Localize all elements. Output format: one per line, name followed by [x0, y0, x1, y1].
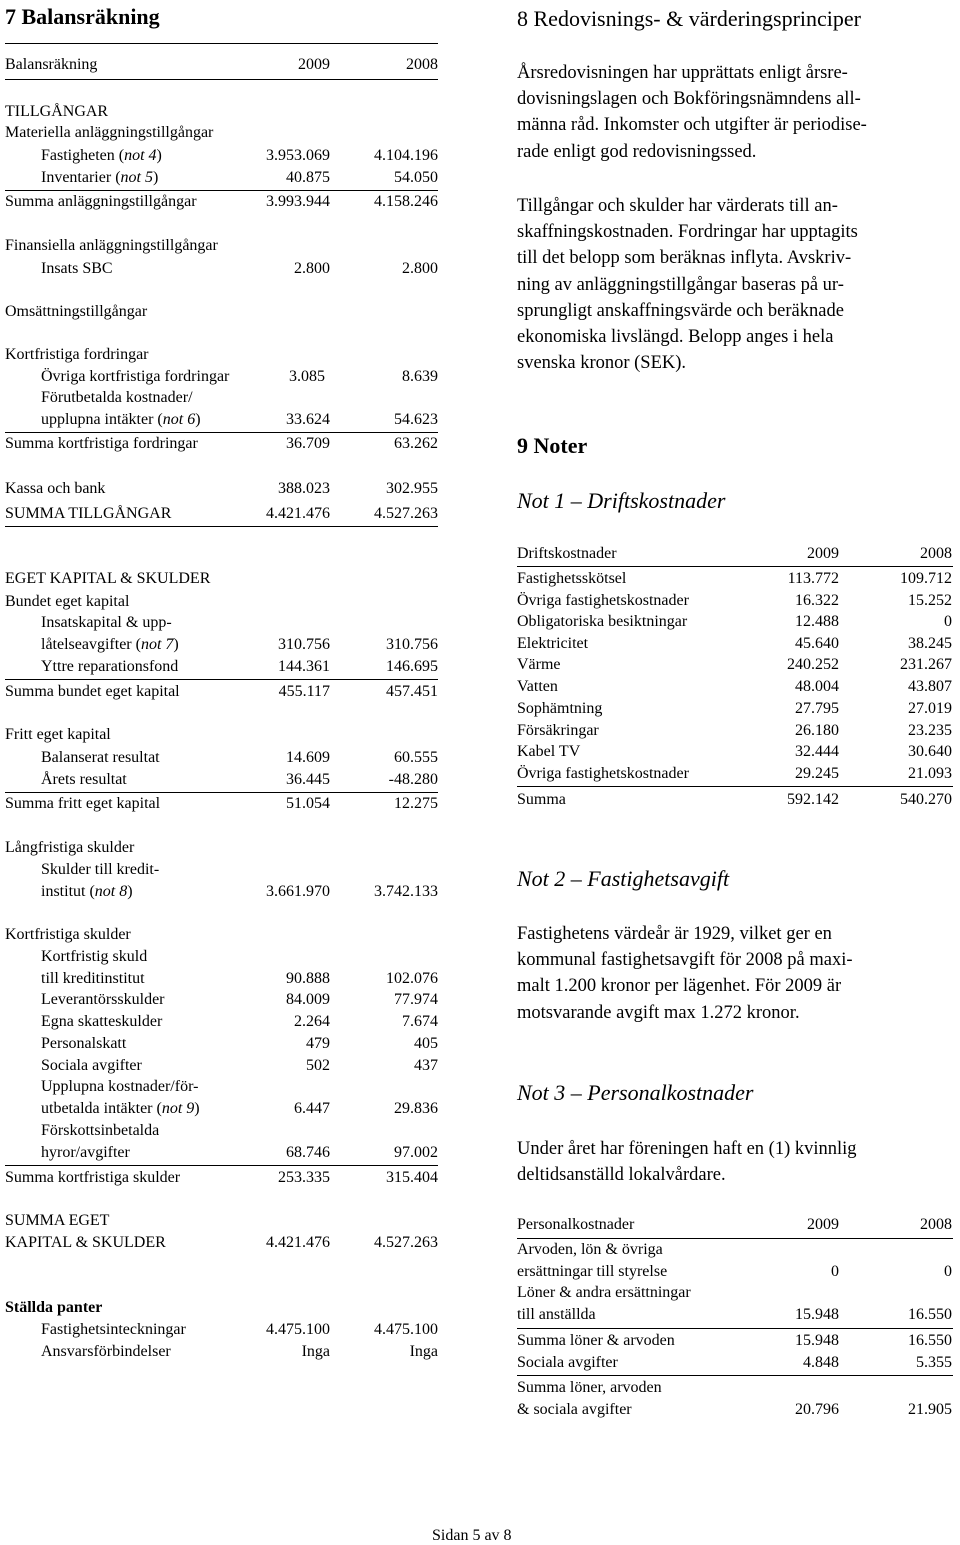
- prepaid-2008: 54.623: [394, 411, 438, 428]
- op-header-2008: 2008: [920, 545, 952, 562]
- taxes-2008: 7.674: [402, 1013, 438, 1030]
- header-year-2008: 2008: [406, 56, 438, 73]
- sum-short-liab-label: Summa kortfristiga skulder: [5, 1169, 181, 1186]
- long-loans-2009: 3.661.970: [266, 883, 330, 900]
- total-eq-liab-2008: 4.527.263: [374, 1234, 438, 1251]
- mortgages-2009: 4.475.100: [266, 1321, 330, 1338]
- social-2008: 437: [414, 1057, 438, 1074]
- sum-short-liab-2008: 315.404: [386, 1169, 438, 1186]
- sum-receivables-2009: 36.709: [286, 435, 330, 452]
- short-loans-line1: Kortfristig skuld: [41, 948, 148, 965]
- staff-social-label: Sociala avgifter: [517, 1354, 618, 1371]
- op-row-label: Kabel TV: [517, 743, 581, 760]
- long-loans-line2: institut: [41, 883, 86, 900]
- sum-fixed-label: Summa anläggningstillgångar: [5, 193, 197, 210]
- sum-short-liab-2009: 253.335: [278, 1169, 330, 1186]
- op-row-2009: 240.252: [787, 656, 839, 673]
- para-line: motsvarande avgift max 1.272 kronor.: [517, 1002, 800, 1023]
- prepaid-row: upplupna intäkter (not 6): [41, 411, 201, 428]
- note-ref: not 9: [161, 1100, 195, 1117]
- op-row-2009: 48.004: [795, 678, 839, 695]
- total-assets-label: SUMMA TILLGÅNGAR: [5, 505, 172, 522]
- long-liab-heading: Långfristiga skulder: [5, 839, 135, 856]
- rule: [5, 190, 438, 191]
- deposits-2009: 310.756: [278, 636, 330, 653]
- para-line: malt 1.200 kronor per lägenhet. För 2009 är: [517, 976, 842, 997]
- staff-social-2009: 4.848: [803, 1354, 839, 1371]
- equipment-label: Inventarier: [41, 169, 112, 186]
- para-line: till det belopp som beräknas inflyta. Avskriv-: [517, 248, 852, 269]
- sum-fixed-2009: 3.993.944: [266, 193, 330, 210]
- taxes-label: Egna skatteskulder: [41, 1013, 163, 1030]
- para-line: Tillgångar och skulder har värderats till an-: [517, 196, 838, 216]
- op-row-2008: 231.267: [900, 656, 952, 673]
- result-2008: -48.280: [388, 771, 438, 788]
- staff-board-2008: 0: [944, 1263, 952, 1280]
- accrued-2008: 29.836: [394, 1100, 438, 1117]
- sum-restricted-2008: 457.451: [386, 683, 438, 700]
- principles-paragraph-1: [517, 60, 956, 165]
- para-line: männa råd. Inkomster och utgifter är periodise-: [517, 115, 867, 136]
- other-receivables-label: Övriga kortfristiga fordringar: [41, 368, 230, 385]
- cash-2009: 388.023: [278, 480, 330, 497]
- repair-fund-label: Yttre reparationsfond: [41, 658, 179, 675]
- op-row-2009: 26.180: [795, 722, 839, 739]
- op-row-2008: 15.252: [908, 592, 952, 609]
- op-row-2009: 113.772: [787, 570, 839, 587]
- staff-social-2008: 5.355: [916, 1354, 952, 1371]
- prepaid-line2: upplupna intäkter: [41, 411, 154, 428]
- staff-total-line1: Summa löner, arvoden: [517, 1379, 662, 1396]
- property-label: Fastigheten: [41, 147, 115, 164]
- op-row-2008: 0: [944, 613, 952, 630]
- staff-wages-line2: till anställda: [517, 1306, 596, 1323]
- deposits-2008: 310.756: [386, 636, 438, 653]
- sum-receivables-2008: 63.262: [394, 435, 438, 452]
- cash-label: Kassa och bank: [5, 480, 106, 497]
- prepaid-2009: 33.624: [286, 411, 330, 428]
- short-receivables-heading: Kortfristiga fordringar: [5, 346, 149, 363]
- para-line: Fastighetens värdeår är 1929, vilket ger en: [517, 924, 832, 944]
- property-2008: 4.104.196: [374, 147, 438, 164]
- page-number: Sidan 5 av 8: [432, 1527, 512, 1544]
- retained-2008: 60.555: [394, 749, 438, 766]
- para-line: deltidsanställd lokalvårdare.: [517, 1165, 726, 1186]
- op-header-label: Driftskostnader: [517, 545, 617, 562]
- para-line: Under året har föreningen haft en (1) kvinnlig: [517, 1139, 857, 1159]
- equipment-2008: 54.050: [394, 169, 438, 186]
- op-row-2009: 45.640: [795, 635, 839, 652]
- deposits-line2: låtelseavgifter: [41, 636, 132, 653]
- staff-wages-2009: 15.948: [795, 1306, 839, 1323]
- suppliers-2008: 77.974: [394, 991, 438, 1008]
- short-loans-2009: 90.888: [286, 970, 330, 987]
- op-row-2009: 27.795: [795, 700, 839, 717]
- para-line: ekonomiska livslängd. Belopp anges i hela: [517, 327, 834, 348]
- sum-free-label: Summa fritt eget kapital: [5, 795, 161, 812]
- op-row-label: Försäkringar: [517, 722, 599, 739]
- op-row-label: Obligatoriska besiktningar: [517, 613, 688, 630]
- restricted-equity-heading: Bundet eget kapital: [5, 593, 130, 610]
- op-row-label: Fastighetsskötsel: [517, 570, 627, 587]
- staff-wages-line1: Löner & andra ersättningar: [517, 1284, 691, 1301]
- sbc-label: Insats SBC: [41, 260, 113, 277]
- repair-fund-2009: 144.361: [278, 658, 330, 675]
- op-row-2008: 38.245: [908, 635, 952, 652]
- para-line: svenska kronor (SEK).: [517, 353, 687, 374]
- note-ref: not 6: [162, 411, 196, 428]
- other-receivables-2009: 3.085: [289, 368, 325, 385]
- social-2009: 502: [306, 1057, 330, 1074]
- staff-board-line1: Arvoden, lön & övriga: [517, 1241, 663, 1258]
- principles-paragraph-2: [517, 193, 956, 376]
- fin-assets-heading: Finansiella anläggningstillgångar: [5, 237, 218, 254]
- op-sum-2009: 592.142: [787, 791, 839, 808]
- staff-sum-wages-2008: 16.550: [908, 1332, 952, 1349]
- note-3-title: Not 3 – Personalkostnader: [517, 1080, 754, 1105]
- contingent-2008: Inga: [409, 1343, 438, 1360]
- op-sum-label: Summa: [517, 791, 566, 808]
- op-row-label: Värme: [517, 656, 561, 673]
- staff-paragraph: [517, 1136, 956, 1188]
- taxes-2009: 2.264: [294, 1013, 330, 1030]
- prepaid-rent-2008: 97.002: [394, 1144, 438, 1161]
- deposits-row: låtelseavgifter (not 7): [41, 636, 179, 653]
- sum-fixed-2008: 4.158.246: [374, 193, 438, 210]
- payroll-tax-label: Personalskatt: [41, 1035, 127, 1052]
- prepaid-rent-line1: Förskottsinbetalda: [41, 1122, 160, 1139]
- staff-total-2008: 21.905: [908, 1401, 952, 1418]
- rule: [5, 432, 438, 433]
- section-9-title: 9 Noter: [517, 433, 588, 458]
- contingent-label: Ansvarsförbindelser: [41, 1343, 171, 1360]
- prepaid-rent-line2: hyror/avgifter: [41, 1144, 130, 1161]
- staff-header-label: Personalkostnader: [517, 1216, 635, 1233]
- header-year-2009: 2009: [298, 56, 330, 73]
- current-assets-heading: Omsättningstillgångar: [5, 303, 148, 320]
- mortgages-label: Fastighetsinteckningar: [41, 1321, 186, 1338]
- section-8-title: 8 Redovisnings- & värderingsprinciper: [517, 6, 861, 31]
- payroll-tax-2008: 405: [414, 1035, 438, 1052]
- para-line: Årsredovisningen har upprättats enligt årsre-: [517, 63, 848, 83]
- para-line: sprungligt anskaffningsvärde och beräknade: [517, 300, 844, 321]
- rule: [5, 526, 438, 527]
- staff-board-2009: 0: [831, 1263, 839, 1280]
- note-ref: not 8: [94, 883, 128, 900]
- sbc-2009: 2.800: [294, 260, 330, 277]
- equipment-2009: 40.875: [286, 169, 330, 186]
- accrued-line2: utbetalda intäkter: [41, 1100, 153, 1117]
- cash-2008: 302.955: [386, 480, 438, 497]
- op-row-label: Sophämtning: [517, 700, 603, 717]
- op-row-2009: 16.322: [795, 592, 839, 609]
- total-eq-liab-line1: SUMMA EGET: [5, 1212, 110, 1229]
- op-row-2009: 32.444: [795, 743, 839, 760]
- staff-header-2008: 2008: [920, 1216, 952, 1233]
- rule: [517, 566, 953, 567]
- rule: [517, 1375, 953, 1376]
- sum-restricted-label: Summa bundet eget kapital: [5, 683, 180, 700]
- note-ref: not 4: [124, 147, 157, 164]
- property-tax-paragraph: [517, 921, 956, 1026]
- op-row-2008: 30.640: [908, 743, 952, 760]
- other-receivables-2008: 8.639: [402, 368, 438, 385]
- sum-receivables-label: Summa kortfristiga fordringar: [5, 435, 198, 452]
- op-row-2009: 12.488: [795, 613, 839, 630]
- prepaid-line1: Förutbetalda kostnader/: [41, 389, 193, 406]
- sum-restricted-2009: 455.117: [278, 683, 330, 700]
- rule: [5, 43, 438, 44]
- staff-sum-wages-2009: 15.948: [795, 1332, 839, 1349]
- rule: [5, 679, 438, 680]
- deposits-line1: Insatskapital & upp-: [41, 614, 172, 631]
- repair-fund-2008: 146.695: [386, 658, 438, 675]
- equity-liab-heading: EGET KAPITAL & SKULDER: [5, 570, 211, 587]
- retained-2009: 14.609: [286, 749, 330, 766]
- rule: [517, 1328, 953, 1329]
- op-row-2008: 109.712: [900, 570, 952, 587]
- social-label: Sociala avgifter: [41, 1057, 142, 1074]
- sbc-2008: 2.800: [402, 260, 438, 277]
- para-line: skaffningskostnaden. Fordringar har upptagits: [517, 222, 858, 243]
- para-line: ning av anläggningstillgångar baseras på ur-: [517, 274, 844, 295]
- balance-header-label: Balansräkning: [5, 56, 98, 73]
- total-assets-2009: 4.421.476: [266, 505, 330, 522]
- result-label: Årets resultat: [41, 771, 127, 788]
- staff-total-line2: & sociala avgifter: [517, 1401, 632, 1418]
- property-2009: 3.953.069: [266, 147, 330, 164]
- rule: [5, 1165, 438, 1166]
- contingent-2009: Inga: [301, 1343, 330, 1360]
- sum-free-2009: 51.054: [286, 795, 330, 812]
- note-1-title: Not 1 – Driftskostnader: [517, 488, 726, 513]
- mortgages-2008: 4.475.100: [374, 1321, 438, 1338]
- long-loans-row: institut (not 8): [41, 883, 133, 900]
- short-loans-line2: till kreditinstitut: [41, 970, 145, 987]
- equipment-row: Inventarier (not 5): [41, 169, 159, 186]
- op-row-2008: 21.093: [908, 765, 952, 782]
- property-row: Fastigheten (not 4): [41, 147, 162, 164]
- payroll-tax-2009: 479: [306, 1035, 330, 1052]
- suppliers-label: Leverantörsskulder: [41, 991, 165, 1008]
- long-loans-2008: 3.742.133: [374, 883, 438, 900]
- op-row-2008: 23.235: [908, 722, 952, 739]
- accrued-line1: Upplupna kostnader/för-: [41, 1078, 199, 1095]
- op-sum-2008: 540.270: [900, 791, 952, 808]
- staff-total-2009: 20.796: [795, 1401, 839, 1418]
- long-loans-line1: Skulder till kredit-: [41, 861, 160, 878]
- short-liab-heading: Kortfristiga skulder: [5, 926, 131, 943]
- op-row-2009: 29.245: [795, 765, 839, 782]
- note-2-title: Not 2 – Fastighetsavgift: [517, 866, 730, 891]
- free-equity-heading: Fritt eget kapital: [5, 726, 111, 743]
- result-2009: 36.445: [286, 771, 330, 788]
- rule: [5, 79, 438, 80]
- prepaid-rent-2009: 68.746: [286, 1144, 330, 1161]
- sum-free-2008: 12.275: [394, 795, 438, 812]
- short-loans-2008: 102.076: [386, 970, 438, 987]
- section-7-title: 7 Balansräkning: [5, 4, 160, 29]
- op-row-label: Övriga fastighetskostnader: [517, 592, 689, 609]
- pledged-heading: Ställda panter: [5, 1299, 103, 1316]
- accrued-row: utbetalda intäkter (not 9): [41, 1100, 200, 1117]
- para-line: kommunal fastighetsavgift för 2008 på maxi-: [517, 950, 853, 971]
- staff-sum-wages-label: Summa löner & arvoden: [517, 1332, 675, 1349]
- staff-wages-2008: 16.550: [908, 1306, 952, 1323]
- rule: [5, 792, 438, 793]
- total-eq-liab-2009: 4.421.476: [266, 1234, 330, 1251]
- op-row-label: Vatten: [517, 678, 558, 695]
- para-line: rade enligt god redovisningssed.: [517, 141, 757, 162]
- rule: [517, 1238, 953, 1239]
- note-ref: not 5: [120, 169, 153, 186]
- total-assets-2008: 4.527.263: [374, 505, 438, 522]
- retained-label: Balanserat resultat: [41, 749, 160, 766]
- staff-header-2009: 2009: [807, 1216, 839, 1233]
- staff-board-line2: ersättningar till styrelse: [517, 1263, 668, 1280]
- op-row-2008: 43.807: [908, 678, 952, 695]
- fixed-assets-heading: Materiella anläggningstillgångar: [5, 124, 214, 141]
- para-line: dovisningslagen och Bokföringsnämndens all-: [517, 89, 861, 110]
- op-header-2009: 2009: [807, 545, 839, 562]
- note-ref: not 7: [140, 636, 174, 653]
- total-eq-liab-line2: KAPITAL & SKULDER: [5, 1234, 166, 1251]
- rule: [517, 786, 953, 787]
- op-row-label: Övriga fastighetskostnader: [517, 765, 689, 782]
- accrued-2009: 6.447: [294, 1100, 330, 1117]
- assets-heading: TILLGÅNGAR: [5, 103, 109, 120]
- op-row-label: Elektricitet: [517, 635, 589, 652]
- op-row-2008: 27.019: [908, 700, 952, 717]
- suppliers-2009: 84.009: [286, 991, 330, 1008]
